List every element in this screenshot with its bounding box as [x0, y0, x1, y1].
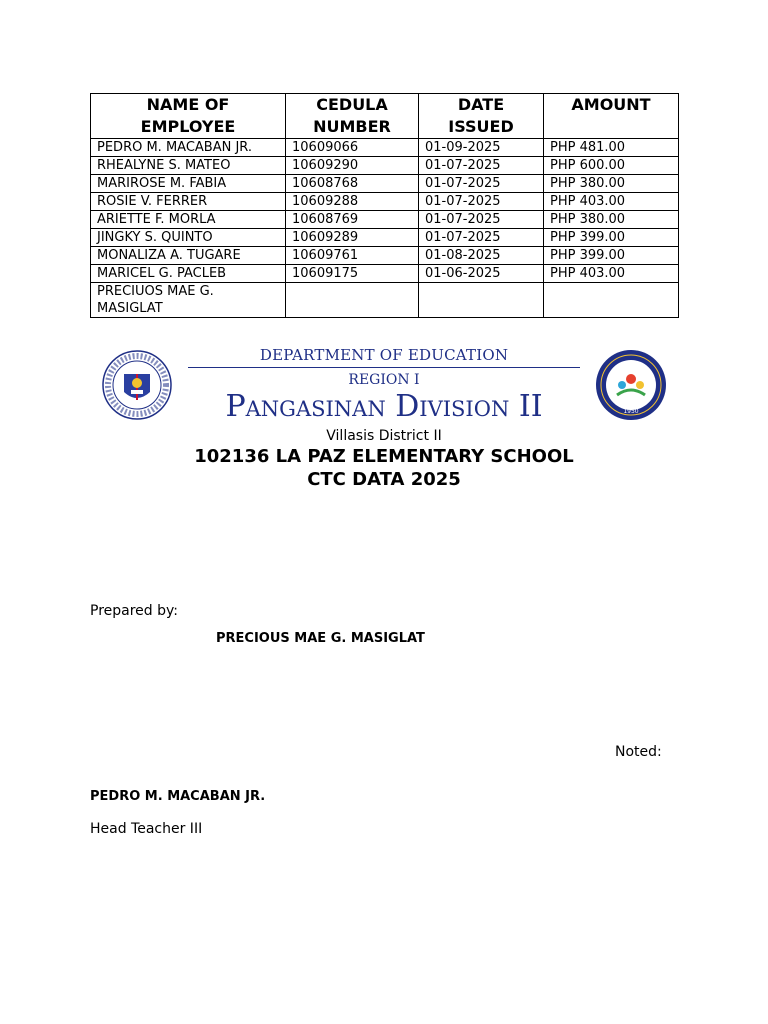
- employee-name-cell: ARIETTE F. MORLA: [91, 211, 286, 229]
- amount-cell: PHP 380.00: [544, 211, 679, 229]
- employee-name-cell: PRECIUOS MAE G. MASIGLAT: [91, 283, 286, 318]
- header-date-issued: DATE ISSUED: [419, 94, 544, 139]
- cedula-number-cell: [286, 283, 419, 318]
- date-issued-cell: [419, 283, 544, 318]
- date-issued-cell: 01-07-2025: [419, 175, 544, 193]
- employee-name-cell: RHEALYNE S. MATEO: [91, 157, 286, 175]
- date-issued-cell: 01-07-2025: [419, 193, 544, 211]
- table-row: [91, 265, 679, 283]
- amount-cell: [544, 283, 679, 318]
- division-name: Pangasinan Division II: [225, 389, 543, 424]
- deped-seal-icon: [102, 350, 172, 420]
- header-cedula-number: CEDULA NUMBER: [286, 94, 419, 139]
- cedula-number-cell: 10609290: [286, 157, 419, 175]
- district-name: Villasis District II: [326, 428, 442, 444]
- cedula-number-cell: 10609761: [286, 247, 419, 265]
- header-name-of-employee: NAME OF EMPLOYEE: [91, 94, 286, 139]
- amount-cell: PHP 600.00: [544, 157, 679, 175]
- employee-name-cell: ROSIE V. FERRER: [91, 193, 286, 211]
- table-header-row: [91, 94, 679, 139]
- date-issued-cell: 01-09-2025: [419, 139, 544, 157]
- noted-by-name: PEDRO M. MACABAN JR.: [90, 789, 266, 804]
- employee-name-cell: JINGKY S. QUINTO: [91, 229, 286, 247]
- cedula-number-cell: 10609288: [286, 193, 419, 211]
- noted-label: Noted:: [615, 744, 662, 760]
- cedula-number-cell: 10609289: [286, 229, 419, 247]
- cedula-number-cell: 10609066: [286, 139, 419, 157]
- ctc-table: [90, 93, 679, 318]
- prepared-by-name: PRECIOUS MAE G. MASIGLAT: [216, 631, 425, 646]
- table-row: [91, 157, 679, 175]
- letterhead-divider: [188, 367, 580, 368]
- region-name: REGION I: [348, 372, 420, 388]
- amount-cell: PHP 380.00: [544, 175, 679, 193]
- amount-cell: PHP 481.00: [544, 139, 679, 157]
- amount-cell: PHP 399.00: [544, 247, 679, 265]
- amount-cell: PHP 403.00: [544, 193, 679, 211]
- division-seal-year: 1950: [623, 408, 639, 415]
- table-row: [91, 283, 679, 318]
- table-row: [91, 193, 679, 211]
- table-row: [91, 211, 679, 229]
- pangasinan-division-seal-icon: [595, 349, 665, 419]
- department-name: DEPARTMENT OF EDUCATION: [259, 346, 509, 364]
- document-title: CTC DATA 2025: [307, 469, 461, 490]
- prepared-by-label: Prepared by:: [90, 603, 178, 619]
- amount-cell: PHP 399.00: [544, 229, 679, 247]
- table-row: [91, 247, 679, 265]
- school-name: 102136 LA PAZ ELEMENTARY SCHOOL: [194, 446, 574, 467]
- date-issued-cell: 01-06-2025: [419, 265, 544, 283]
- noted-by-position: Head Teacher III: [90, 821, 203, 837]
- cedula-number-cell: 10608768: [286, 175, 419, 193]
- date-issued-cell: 01-07-2025: [419, 157, 544, 175]
- date-issued-cell: 01-08-2025: [419, 247, 544, 265]
- employee-name-cell: MARICEL G. PACLEB: [91, 265, 286, 283]
- date-issued-cell: 01-07-2025: [419, 229, 544, 247]
- table-row: [91, 229, 679, 247]
- amount-cell: PHP 403.00: [544, 265, 679, 283]
- table-row: [91, 139, 679, 157]
- cedula-number-cell: 10609175: [286, 265, 419, 283]
- employee-name-cell: MARIROSE M. FABIA: [91, 175, 286, 193]
- cedula-number-cell: 10608769: [286, 211, 419, 229]
- table-row: [91, 175, 679, 193]
- header-amount: AMOUNT: [544, 94, 679, 139]
- date-issued-cell: 01-07-2025: [419, 211, 544, 229]
- employee-name-cell: MONALIZA A. TUGARE: [91, 247, 286, 265]
- employee-name-cell: PEDRO M. MACABAN JR.: [91, 139, 286, 157]
